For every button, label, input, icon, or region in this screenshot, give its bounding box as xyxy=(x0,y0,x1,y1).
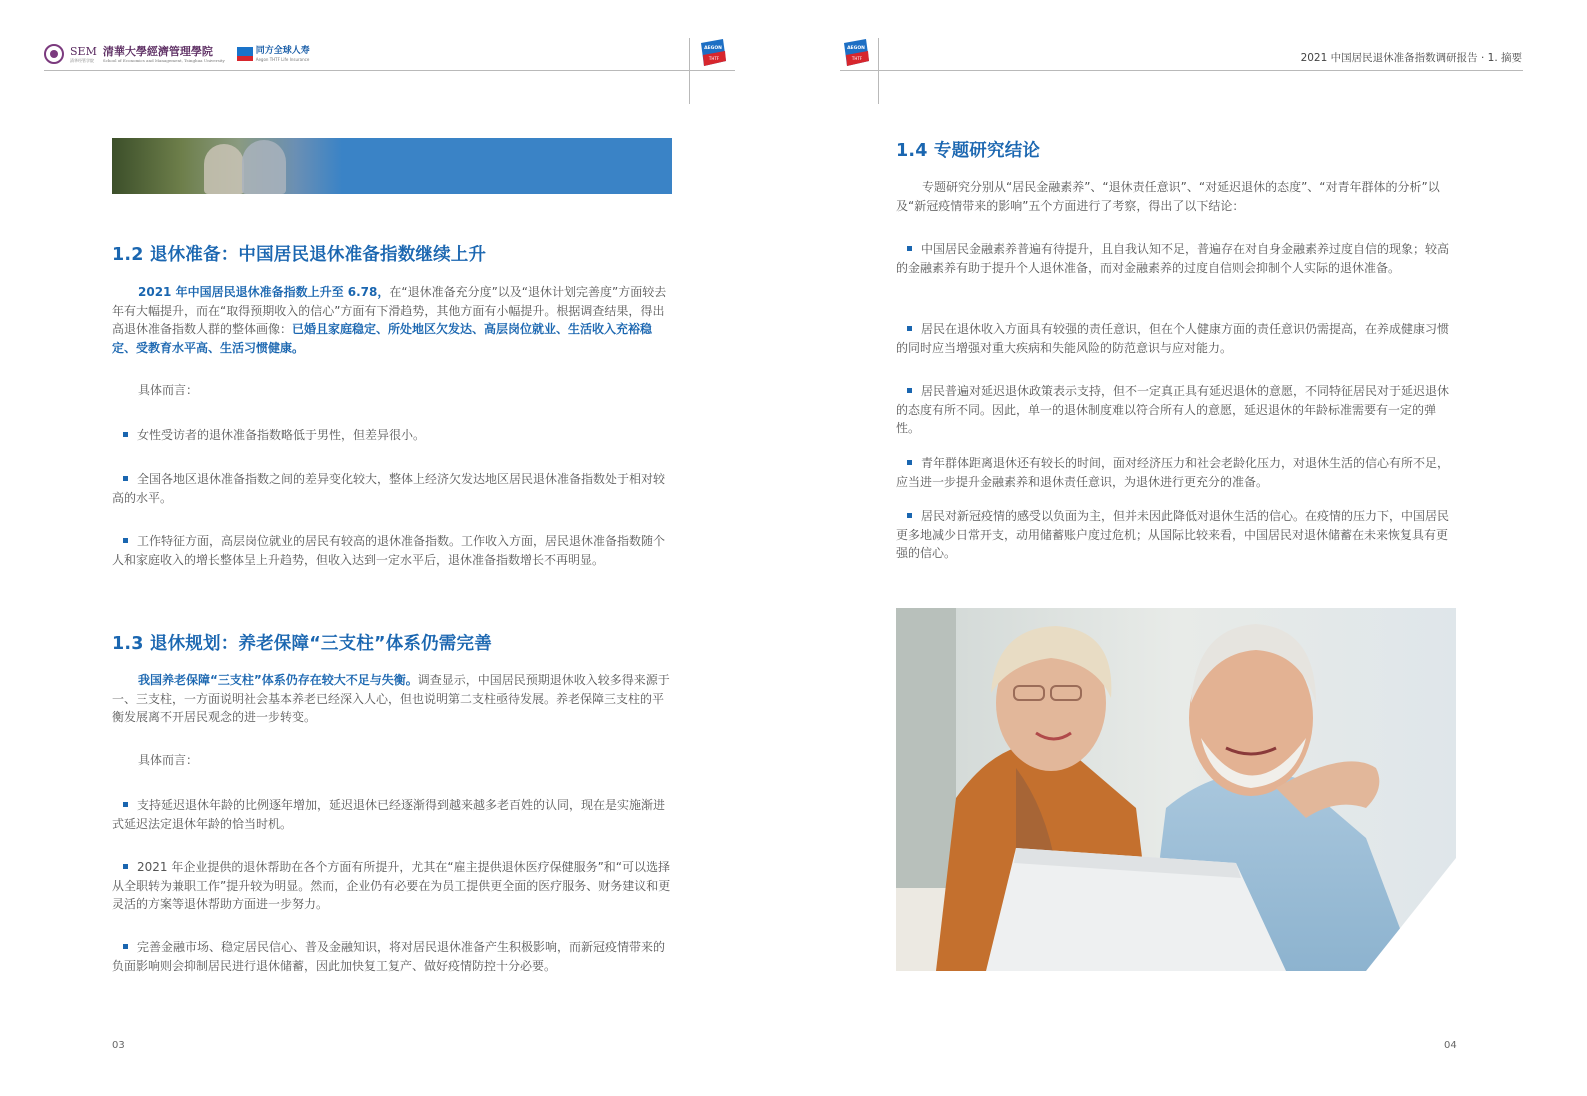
header-logos xyxy=(44,44,310,64)
bullet-square-icon xyxy=(907,388,912,393)
bullet-square-icon xyxy=(123,944,128,949)
section-1-2-intro xyxy=(112,283,672,357)
list-item xyxy=(112,470,672,507)
banner-figure xyxy=(204,144,244,194)
list-item xyxy=(896,382,1456,438)
section-1-3-specifically: 具体而言： xyxy=(138,753,199,767)
section-1-2-intro-text: 在“退休准备充分度”以及“退休计划完善度”方面较去年有大幅提升，而在“取得预期收入的信心”方面有下滑趋势，其他方面有小幅提升。根据调查结果，得出高退休准备指数人群的整体画像： xyxy=(112,285,667,336)
page-number-right: 04 xyxy=(1444,1040,1457,1051)
svg-text:THTF: THTF xyxy=(708,56,720,61)
aegon-thtf-mark-icon xyxy=(237,47,253,61)
list-item-text: 中国居民金融素养普遍有待提升，且自我认知不足，普遍存在对自身金融素养过度自信的现象；较高的金融素养有助于提升个人退休准备，而对金融素养的过度自信则会抑制个人实际的退休准备。 xyxy=(896,242,1450,275)
section-1-3-highlight: 我国养老保障“三支柱”体系仍存在较大不足与失衡。 xyxy=(138,673,418,687)
section-1-2-title: 1.2 退休准备：中国居民退休准备指数继续上升 xyxy=(112,245,487,265)
partner-logo xyxy=(237,47,310,62)
section-1-2-specifically: 具体而言： xyxy=(138,383,199,397)
list-item-text: 居民普遍对延迟退休政策表示支持，但不一定真正具有延迟退休的意愿，不同特征居民对于延迟退休的态度有所不同。因此，单一的退休制度难以符合所有人的意愿，延迟退休的年龄标准需要有一定的弹性。 xyxy=(896,384,1450,435)
list-item xyxy=(896,240,1456,277)
header-divider-left xyxy=(689,38,690,104)
list-item-text: 全国各地区退休准备指数之间的差异变化较大，整体上经济欠发达地区居民退休准备指数处于相对较高的水平。 xyxy=(112,472,666,505)
list-item xyxy=(896,320,1456,357)
bullet-square-icon xyxy=(123,432,128,437)
report-title: 2021 中国居民退休准备指数调研报告 · 1. 摘要 xyxy=(1300,52,1522,64)
tsinghua-logo-text: 清華大學經濟管理學院 xyxy=(102,44,213,58)
banner-figure xyxy=(242,140,286,194)
list-item-text: 完善金融市场、稳定居民信心、普及金融知识，将对居民退休准备产生积极影响，而新冠疫情带来的负面影响则会抑制居民进行退休储蓄，因此加快复工复产、做好疫情防控十分必要。 xyxy=(112,940,666,973)
svg-text:AEGON: AEGON xyxy=(847,46,865,51)
section-1-4-title: 1.4 专题研究结论 xyxy=(896,141,1041,161)
bullet-square-icon xyxy=(907,246,912,251)
aegon-flag-left-icon xyxy=(699,39,725,65)
bullet-square-icon xyxy=(123,802,128,807)
list-item xyxy=(896,507,1456,563)
partner-logo-sub: Aegon THTF Life Insurance xyxy=(255,56,310,62)
section-1-3-intro-text: 调查显示，中国居民预期退休收入较多得来源于一、三支柱，一方面说明社会基本养老已经深入人心，但也说明第二支柱亟待发展。养老保障三支柱的平衡发展离不开居民观念的进一步转变。 xyxy=(112,673,670,724)
list-item-text: 居民在退休收入方面具有较强的责任意识，但在个人健康方面的责任意识仍需提高，在养成健康习惯的同时应当增强对重大疾病和失能风险的防范意识与应对能力。 xyxy=(896,322,1450,355)
list-item-text: 居民对新冠疫情的感受以负面为主，但并未因此降低对退休生活的信心。在疫情的压力下，中国居民更多地减少日常开支，动用储蓄账户度过危机；从国际比较来看，中国居民对退休储蓄在未来恢复具有更强的信心。 xyxy=(896,509,1450,560)
bullet-square-icon xyxy=(123,538,128,543)
section-1-2-highlight-2: 已婚且家庭稳定、所处地区欠发达、高层岗位就业、生活收入充裕稳定、受教育水平高、生活习惯健康。 xyxy=(112,322,653,355)
section-1-2-highlight-1: 2021 年中国居民退休准备指数上升至 6.78， xyxy=(138,285,390,299)
list-item-text: 青年群体距离退休还有较长的时间，面对经济压力和社会老龄化压力，对退休生活的信心有所不足，应当进一步提升金融素养和退休责任意识，为退休进行更充分的准备。 xyxy=(896,456,1450,489)
list-item-text: 女性受访者的退休准备指数略低于男性，但差异很小。 xyxy=(137,428,426,442)
list-item xyxy=(112,532,672,569)
header-rule-left xyxy=(44,70,735,71)
partner-logo-text: 同方全球人寿 xyxy=(255,45,310,56)
header-rule-right xyxy=(840,70,1523,71)
bullet-square-icon xyxy=(123,476,128,481)
list-item xyxy=(896,454,1456,491)
list-item xyxy=(112,426,672,445)
bullet-square-icon xyxy=(907,326,912,331)
sem-logo-text: SEM xyxy=(70,44,97,58)
section-1-3-intro xyxy=(112,671,672,727)
header-divider-right xyxy=(878,38,879,104)
section-banner xyxy=(112,138,672,194)
page-number-left: 03 xyxy=(112,1040,125,1051)
tsinghua-emblem-icon xyxy=(44,44,64,64)
list-item xyxy=(112,796,672,833)
svg-text:THTF: THTF xyxy=(851,56,863,61)
list-item xyxy=(112,858,672,914)
list-item-text: 支持延迟退休年龄的比例逐年增加，延迟退休已经逐渐得到越来越多老百姓的认同，现在是实施渐进式延迟法定退休年龄的恰当时机。 xyxy=(112,798,666,831)
tsinghua-logo-sub: School of Economics and Management, Tsinghua University xyxy=(102,57,225,63)
sem-logo xyxy=(70,46,97,63)
list-item xyxy=(112,938,672,975)
elderly-couple-photo xyxy=(896,608,1456,971)
section-1-3-title: 1.3 退休规划：养老保障“三支柱”体系仍需完善 xyxy=(112,634,492,654)
bullet-square-icon xyxy=(123,864,128,869)
section-1-4-intro: 专题研究分别从“居民金融素养”、“退休责任意识”、“对延迟退休的态度”、“对青年群体的分析”以及“新冠疫情带来的影响”五个方面进行了考察，得出了以下结论： xyxy=(896,180,1440,213)
tsinghua-logo xyxy=(103,46,225,63)
svg-text:AEGON: AEGON xyxy=(704,46,722,51)
aegon-flag-right-icon xyxy=(842,39,868,65)
bullet-square-icon xyxy=(907,513,912,518)
list-item-text: 工作特征方面，高层岗位就业的居民有较高的退休准备指数。工作收入方面，居民退休准备指数随个人和家庭收入的增长整体呈上升趋势，但收入达到一定水平后，退休准备指数增长不再明显。 xyxy=(112,534,666,567)
list-item-text: 2021 年企业提供的退休帮助在各个方面有所提升，尤其在“雇主提供退休医疗保健服务”和“可以选择从全职转为兼职工作”提升较为明显。然而，企业仍有必要在为员工提供更全面的医疗服务、财务建议和更灵活的方案等退休帮助方面进一步努力。 xyxy=(112,860,671,911)
bullet-square-icon xyxy=(907,460,912,465)
sem-logo-sub: 清华经管学院 xyxy=(70,57,94,63)
